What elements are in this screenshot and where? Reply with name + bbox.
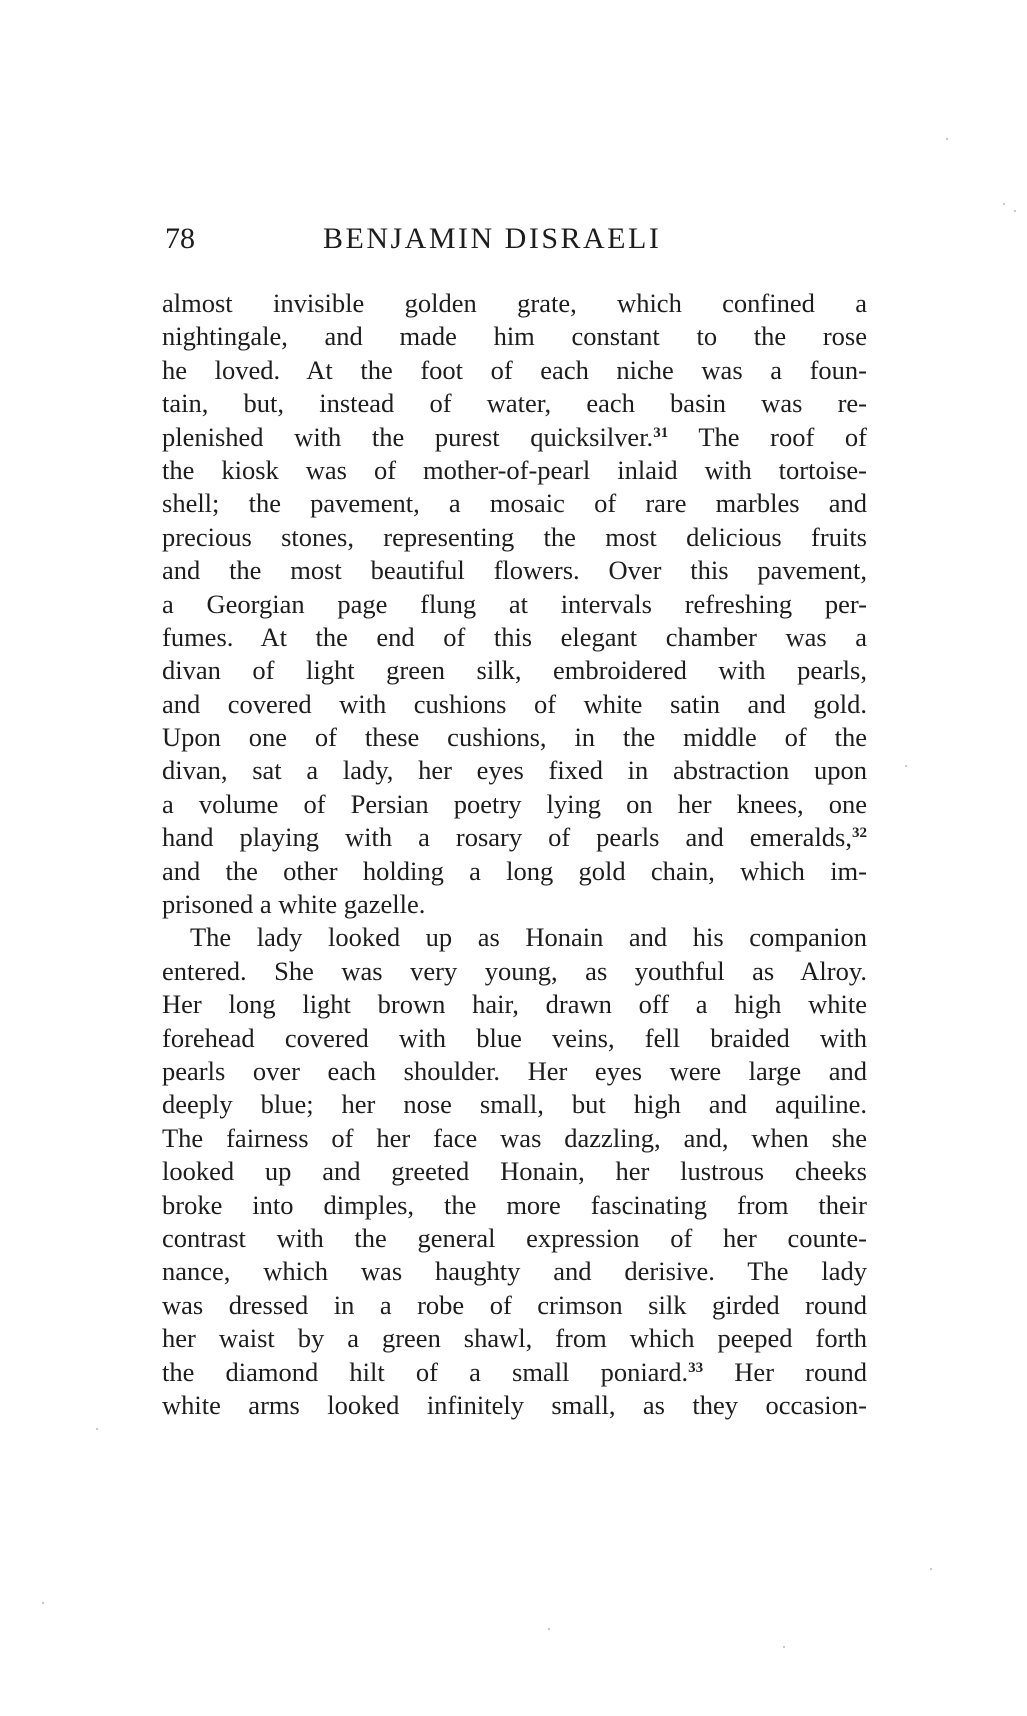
paper-speck bbox=[905, 765, 907, 767]
text-line: precious stones, representing the most delicious fruits bbox=[162, 521, 867, 552]
footnote-ref-32[interactable]: 32 bbox=[852, 825, 867, 842]
paper-speck bbox=[1003, 203, 1005, 205]
body-text bbox=[162, 287, 867, 1422]
paper-speck bbox=[548, 1628, 550, 1630]
paper-speck bbox=[96, 1428, 98, 1430]
text-line: tain, but, instead of water, each basin was re- bbox=[162, 388, 867, 419]
text-line: pearls over each shoulder. Her eyes were large and bbox=[162, 1055, 867, 1086]
text-line: fumes. At the end of this elegant chamber was a bbox=[162, 621, 867, 652]
text-segment: The roof of bbox=[698, 421, 867, 452]
text-line: almost invisible golden grate, which confined a bbox=[162, 288, 867, 318]
text-line: divan, sat a lady, her eyes fixed in abstraction upon bbox=[162, 755, 867, 786]
text-line: the kiosk was of mother-of-pearl inlaid with tortoise- bbox=[162, 454, 867, 485]
text-line: broke into dimples, the more fascinating from their bbox=[162, 1189, 867, 1220]
text-segment: Her round bbox=[734, 1356, 867, 1387]
text-line bbox=[162, 821, 867, 854]
paper-speck bbox=[946, 138, 948, 140]
text-line: Her long light brown hair, drawn off a high white bbox=[162, 989, 867, 1020]
paper-speck bbox=[930, 1568, 932, 1570]
paper-speck bbox=[1014, 210, 1016, 212]
text-line: contrast with the general expression of her counte- bbox=[162, 1222, 867, 1253]
text-line: and the most beautiful flowers. Over this pavement, bbox=[162, 555, 867, 586]
running-head: BENJAMIN DISRAELI bbox=[323, 222, 662, 255]
text-segment: hand playing with a rosary of pearls and emeralds, bbox=[162, 822, 852, 853]
text-line: a Georgian page flung at intervals refreshing per- bbox=[162, 588, 867, 619]
text-line: prisoned a white gazelle. bbox=[162, 889, 426, 920]
text-line: white arms looked infinitely small, as they occasion- bbox=[162, 1389, 867, 1420]
page-header bbox=[165, 222, 865, 262]
text-line: nightingale, and made him constant to the rose bbox=[162, 321, 867, 352]
text-line: he loved. At the foot of each niche was a foun- bbox=[162, 354, 867, 385]
text-line: looked up and greeted Honain, her lustrous cheeks bbox=[162, 1156, 867, 1187]
text-line: and covered with cushions of white satin and gold. bbox=[162, 688, 867, 719]
text-line: Upon one of these cushions, in the middle of the bbox=[162, 722, 867, 753]
text-line: divan of light green silk, embroidered with pearls, bbox=[162, 655, 867, 686]
paper-speck bbox=[42, 1602, 44, 1604]
text-line: nance, which was haughty and derisive. The lady bbox=[162, 1256, 867, 1287]
text-line: forehead covered with blue veins, fell braided with bbox=[162, 1022, 867, 1053]
text-line bbox=[162, 421, 867, 454]
footnote-ref-31[interactable]: 31 bbox=[653, 424, 669, 441]
text-segment: the diamond hilt of a small poniard. bbox=[162, 1356, 689, 1387]
text-line: entered. She was very young, as youthful as Alroy. bbox=[162, 955, 867, 986]
footnote-ref-33[interactable]: 33 bbox=[688, 1359, 704, 1376]
paper-speck bbox=[783, 1646, 785, 1648]
text-line: The fairness of her face was dazzling, and, when she bbox=[162, 1122, 867, 1153]
text-line: a volume of Persian poetry lying on her knees, one bbox=[162, 788, 867, 819]
text-line: her waist by a green shawl, from which peeped forth bbox=[162, 1323, 867, 1354]
text-line: The lady looked up as Honain and his companion bbox=[190, 922, 867, 953]
page-number: 78 bbox=[165, 222, 195, 255]
text-line bbox=[162, 1356, 867, 1389]
text-line: and the other holding a long gold chain, which im- bbox=[162, 855, 867, 886]
text-line: shell; the pavement, a mosaic of rare marbles and bbox=[162, 488, 867, 519]
text-line: was dressed in a robe of crimson silk girded round bbox=[162, 1289, 867, 1320]
text-segment: plenished with the purest quicksilver. bbox=[162, 421, 654, 452]
text-line: deeply blue; her nose small, but high and aquiline. bbox=[162, 1089, 867, 1120]
